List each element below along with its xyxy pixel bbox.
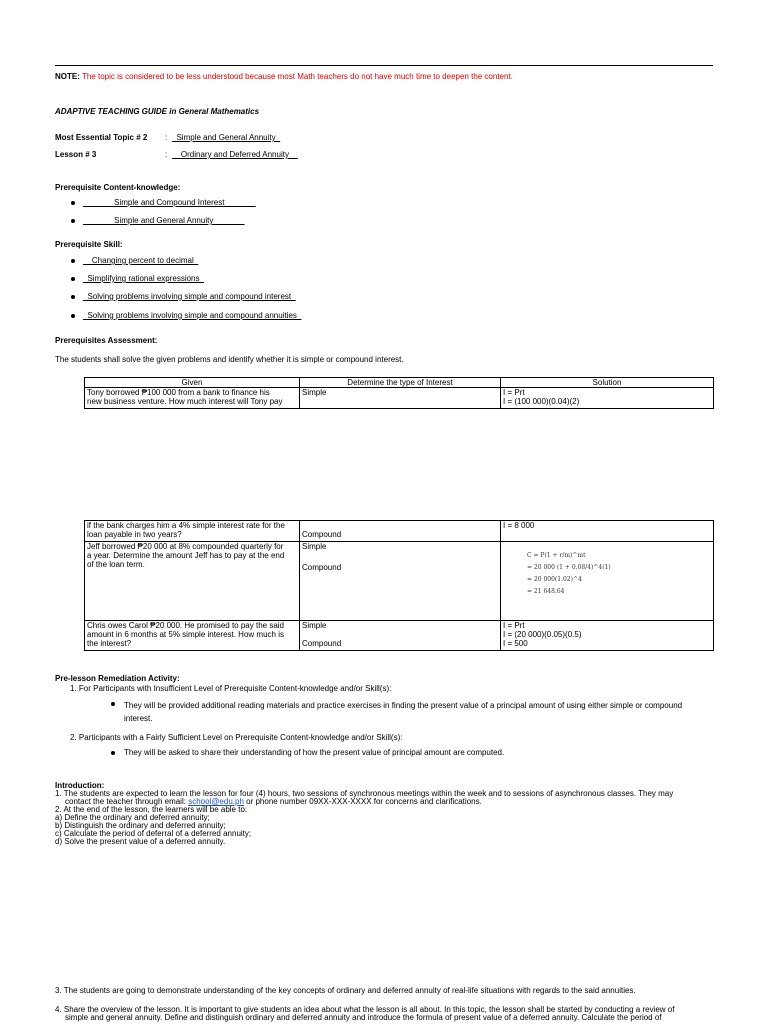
table-row: [85, 542, 714, 621]
bullet-icon: [71, 314, 75, 318]
type-spacer: [302, 630, 498, 639]
topic-value: _Simple and General Annuity_: [172, 133, 281, 142]
bullet-icon: [111, 702, 115, 706]
objective-item: d) Solve the present value of a deferred annuity.: [55, 837, 226, 846]
given-text: a year. Determine the amount Jeff has to pay at the end: [87, 551, 285, 560]
remediation-item-2: 2. Participants with a Fairly Sufficient Level on Prerequisite Content-knowledge and/or Skill(s):: [70, 733, 403, 742]
bullet-icon: [71, 295, 75, 299]
formula-line: = 20 000 (1 + 0.08/4)^4(1): [527, 564, 611, 571]
prereq-skill-item: _Simplifying rational expressions_: [83, 274, 204, 283]
remediation-detail-line: They will be provided additional reading materials and practice exercises in finding the present value of a principal amount of using either simple or compound: [124, 701, 683, 710]
remediation-item-1-detail: [124, 699, 714, 725]
bullet-icon: [71, 201, 75, 205]
objective-item: b) Distinguish the ordinary and deferred annuity;: [55, 821, 226, 830]
given-text: Jeff borrowed ₱20 000 at 8% compounded quarterly for: [87, 542, 284, 551]
prereq-skill-item: _Solving problems involving simple and compound interest_: [83, 292, 296, 301]
assessment-instruction: The students shall solve the given problems and identify whether it is simple or compound interest.: [55, 355, 404, 364]
solution-text: I = (20 000)(0.05)(0.5): [503, 630, 582, 639]
table-row: [85, 621, 714, 651]
top-rule: [55, 65, 713, 66]
bullet-icon: [71, 277, 75, 281]
contact-text: or phone number 09XX-XXX-XXXX for concerns and clarifications.: [243, 797, 482, 806]
type-text: Simple: [302, 621, 327, 630]
point-4: [55, 1006, 674, 1022]
type-text: Compound: [302, 639, 342, 648]
introduction-heading: Introduction:: [55, 781, 105, 790]
given-text: loan payable in two years?: [87, 530, 182, 539]
solution-text: I = (100 000)(0.04)(2): [503, 397, 580, 406]
point-4-line: simple and general annuity. Define and distinguish ordinary and deferred annuity and introduce the formula of present value of a deferred annuity. Calculate the period of: [65, 1013, 662, 1022]
solution-text: I = Prt: [503, 621, 525, 630]
type-text: Compound: [302, 530, 342, 539]
solution-text: I = 500: [503, 639, 528, 648]
prereq-skill-item: _Solving problems involving simple and compound annuities_: [83, 311, 302, 320]
objective-item: c) Calculate the period of deferral of a deferred annuity;: [55, 829, 252, 838]
lesson-value: __Ordinary and Deferred Annuity__: [172, 150, 298, 159]
given-text: new business venture. How much interest will Tony pay: [87, 397, 283, 406]
table-row: [85, 521, 714, 542]
type-text: Compound: [302, 563, 342, 572]
solution-text: I = 8 000: [501, 521, 714, 542]
objective-item: a) Define the ordinary and deferred annuity;: [55, 813, 210, 822]
lesson-separator: :: [165, 150, 168, 159]
bullet-icon: [71, 219, 75, 223]
prereq-skill-item: __Changing percent to decimal_: [83, 256, 199, 265]
prereq-content-item: _______Simple and General Annuity_______: [83, 216, 245, 225]
intro-line: 2. At the end of the lesson, the learners will be able to:: [55, 805, 248, 814]
formula-line: = 21 648.64: [527, 588, 565, 595]
note-label: NOTE:: [55, 72, 80, 81]
prereq-skill-heading: Prerequisite Skill:: [55, 240, 123, 249]
guide-title: ADAPTIVE TEACHING GUIDE in General Mathematics: [55, 107, 260, 116]
assessment-heading: Prerequisites Assessment:: [55, 336, 158, 345]
solution-text: I = Prt: [503, 388, 525, 397]
formula-line: C = P(1 + r/m)^mt: [527, 552, 586, 559]
type-text: Simple: [300, 388, 501, 409]
introduction-block: [55, 782, 673, 846]
given-text: the interest?: [87, 639, 132, 648]
given-text: Tony borrowed ₱100 000 from a bank to finance his: [87, 388, 270, 397]
table-row: [85, 388, 714, 409]
formula-line: = 20 000(1.02)^4: [527, 576, 582, 583]
prereq-content-heading: Prerequisite Content-knowledge:: [55, 183, 181, 192]
point-4-line: 4. Share the overview of the lesson. It is important to give students an idea about what the lesson is all about. In this topic, the lesson shall be started by conducting a review of: [55, 1005, 675, 1014]
intro-line: 1. The students are expected to learn the lesson for four (4) hours, two sessions of synchronous meetings within the week and to sessions of asynchronous classes. They may: [55, 789, 674, 798]
given-text: of the loan term.: [87, 560, 145, 569]
assessment-table-part1: [84, 377, 714, 409]
prereq-content-item: _______Simple and Compound Interest_______: [83, 198, 256, 207]
remediation-heading: Pre-lesson Remediation Activity:: [55, 674, 180, 683]
type-spacer: [302, 551, 498, 563]
type-text: Simple: [302, 542, 327, 551]
bullet-icon: [71, 259, 75, 263]
header-type: Determine the type of Interest: [300, 378, 501, 388]
compound-formula: [527, 550, 711, 598]
given-text: if the bank charges him a 4% simple interest rate for the: [87, 521, 285, 530]
note-text: The topic is considered to be less understood because most Math teachers do not have much time to deepen the content.: [81, 72, 513, 81]
bullet-icon: [111, 751, 115, 755]
topic-separator: :: [165, 133, 168, 142]
remediation-item-1: 1. For Participants with Insufficient Level of Prerequisite Content-knowledge and/or Skill(s):: [70, 684, 392, 693]
point-3: 3. The students are going to demonstrate understanding of the key concepts of ordinary and deferred annuity of real-life situations with regards to the said annuities.: [55, 986, 636, 995]
given-text: Chris owes Carol ₱20 000. He promised to pay the said: [87, 621, 284, 630]
given-text: amount in 6 months at 5% simple interest. How much is: [87, 630, 284, 639]
note-line: [55, 72, 513, 81]
remediation-item-2-detail: They will be asked to share their understanding of how the present value of principal amount are computed.: [124, 748, 505, 757]
type-text: [302, 521, 498, 530]
header-solution: Solution: [501, 378, 714, 388]
topic-label: Most Essential Topic # 2: [55, 133, 148, 142]
remediation-detail-line: interest.: [124, 714, 153, 723]
email-link[interactable]: school@edu.ph: [188, 797, 244, 806]
lesson-label: Lesson # 3: [55, 150, 97, 159]
header-given: Given: [85, 378, 300, 388]
contact-text: contact the teacher through email:: [65, 797, 189, 806]
assessment-table-part2: [84, 520, 714, 651]
